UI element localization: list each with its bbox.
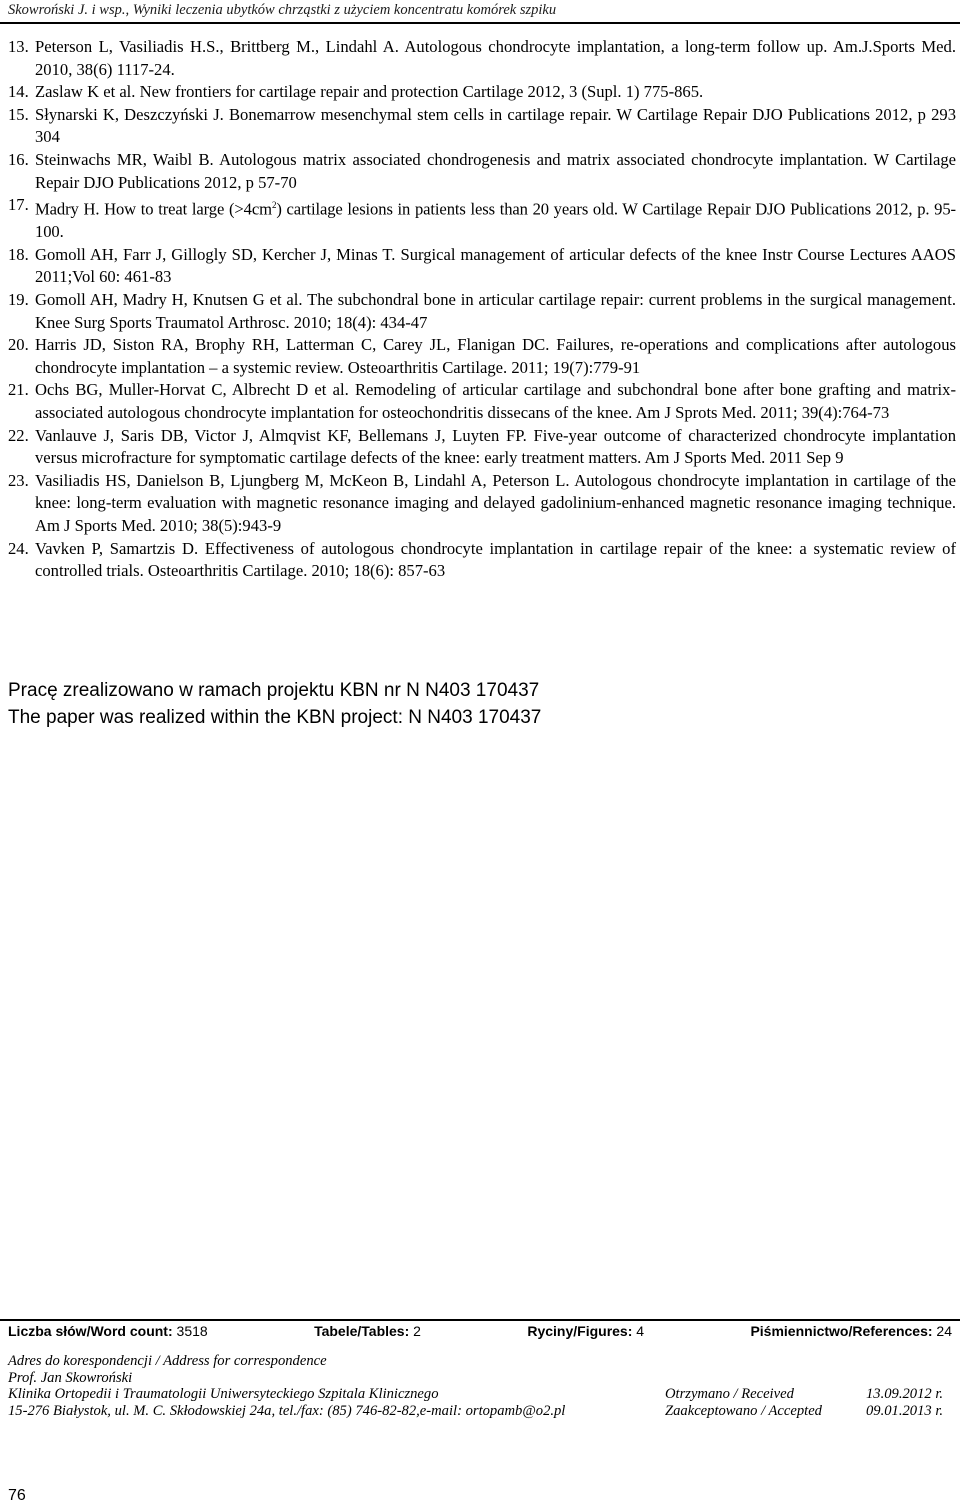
reference-number: 21. (8, 380, 29, 400)
reference-number: 22. (8, 425, 29, 445)
reference-item (8, 244, 956, 289)
figure-count (527, 1323, 644, 1339)
reference-text (35, 194, 956, 244)
page-number: 76 (8, 1487, 26, 1504)
reference-item (8, 289, 956, 334)
word-count-value: 3518 (176, 1323, 208, 1339)
figure-count-label: Ryciny/Figures: (527, 1323, 633, 1339)
reference-item (8, 538, 956, 583)
reference-text-part: ) cartilage lesions in patients less than 20 years old. W Cartilage Repair DJO Publications 2012, p. 95-100. (35, 199, 956, 242)
reference-list (8, 36, 956, 583)
address-institution-line (8, 1386, 952, 1403)
reference-text: Vanlauve J, Saris DB, Victor J, Almqvist KF, Bellemans J, Luyten FP. Five-year outcome of characterized chondrocyte implantation versus microfracture for symptomatic cartilage defects of the knee: early treatment matters. Am J Sports Med. 2011 Sep 9 (35, 425, 956, 468)
reference-text: Gomoll AH, Madry H, Knutsen G et al. The subchondral bone in articular cartilage repair: current problems in the surgical management. Knee Surg Sports Traumatol Arthrosc. 2010; 18(4): 434-47 (35, 290, 956, 332)
reference-text: Harris JD, Siston RA, Brophy RH, Latterman C, Carey JL, Flanigan DC. Failures, re-operations and complications after autologous chondrocyte implantation – a systemic review. Osteoarthritis Cartilage. 2011; 19(7):779-91 (35, 335, 956, 377)
street-address: 15-276 Białystok, ul. M. C. Skłodowskiej 24a, tel./fax: (85) 746-82-82,e-mail: ortopamb@o2.pl (8, 1402, 566, 1419)
institution: Klinika Ortopedii i Traumatologii Uniwersyteckiego Szpitala Klinicznego (8, 1386, 439, 1402)
reference-text: Peterson L, Vasiliadis H.S., Brittberg M., Lindahl A. Autologous chondrocyte implantation, a long-term follow up. Am.J.Sports Med. 2010, 38(6) 1117-24. (35, 37, 956, 79)
footer-divider (0, 1319, 960, 1321)
reference-item (8, 81, 956, 104)
reference-item (8, 379, 956, 424)
superscript: 2 (271, 200, 277, 211)
reference-number: 24. (8, 538, 29, 558)
reference-number: 19. (8, 290, 29, 310)
reference-count-label: Piśmiennictwo/References: (750, 1323, 933, 1339)
article-counts (8, 1323, 952, 1339)
correspondence-block (8, 1353, 952, 1419)
reference-number: 15. (8, 104, 29, 124)
accepted-date: 09.01.2013 r. (866, 1402, 944, 1419)
reference-number: 18. (8, 244, 29, 264)
reference-text: Ochs BG, Muller-Horvat C, Albrecht D et al. Remodeling of articular cartilage and subchondral bone after bone grafting and matrix-associated autologous chondrocyte implantation for osteochondritis dissecans of the knee. Am J Sprots Med. 2011; 39(4):764-73 (35, 380, 956, 423)
reference-count (750, 1323, 952, 1339)
running-header: Skowroński J. i wsp., Wyniki leczenia ubytków chrząstki z użyciem koncentratu komórek szpiku (8, 2, 557, 18)
reference-number: 14. (8, 82, 29, 102)
reference-item (8, 36, 956, 81)
reference-text-part: Madry H. How to treat large (>4cm (35, 199, 272, 219)
reference-number: 20. (8, 335, 29, 355)
funding-note-en: The paper was realized within the KBN project: N N403 170437 (8, 707, 542, 728)
reference-text: Słynarski K, Deszczyński J. Bonemarrow mesenchymal stem cells in cartilage repair. W Cartilage Repair DJO Publications 2012, p 293 304 (35, 104, 956, 147)
figure-count-value: 4 (636, 1323, 645, 1339)
reference-item (8, 470, 956, 538)
table-count-value: 2 (413, 1323, 421, 1339)
table-count (314, 1323, 421, 1339)
reference-text: Steinwachs MR, Waibl B. Autologous matrix associated chondrogenesis and matrix associated chondrocyte implantation. W Cartilage Repair DJO Publications 2012, p 57-70 (35, 149, 956, 192)
reference-item (8, 104, 956, 149)
reference-text: Gomoll AH, Farr J, Gillogly SD, Kercher J, Minas T. Surgical management of articular defects of the knee Instr Course Lectures AAOS 2011;Vol 60: 461-83 (35, 244, 956, 287)
reference-number: 17. (8, 195, 29, 215)
reference-item (8, 425, 956, 470)
address-street-line (8, 1403, 952, 1420)
received-label: Otrzymano / Received (665, 1386, 794, 1402)
table-count-label: Tabele/Tables: (314, 1323, 410, 1339)
word-count-label: Liczba słów/Word count: (8, 1323, 173, 1339)
reference-item (8, 194, 956, 244)
header-divider (0, 22, 960, 24)
reference-text: Vasiliadis HS, Danielson B, Ljungberg M, McKeon B, Lindahl A, Peterson L. Autologous chondrocyte implantation in cartilage of the knee: long-term evaluation with magnetic resonance imaging and delayed gadolinium-enhanced magnetic resonance imaging technique. Am J Sports Med. 2010; 38(5):943-9 (35, 470, 956, 535)
reference-item (8, 149, 956, 194)
author-name: Prof. Jan Skowroński (8, 1369, 133, 1386)
reference-item (8, 334, 956, 379)
accepted-label: Zaakceptowano / Accepted (665, 1402, 822, 1419)
address-heading: Adres do korespondencji / Address for correspondence (8, 1353, 327, 1369)
reference-text: Zaslaw K et al. New frontiers for cartilage repair and protection Cartilage 2012, 3 (Supl. 1) 775-865. (35, 82, 704, 102)
reference-count-value: 24 (936, 1323, 952, 1339)
reference-text: Vavken P, Samartzis D. Effectiveness of autologous chondrocyte implantation in cartilage repair of the knee: a systematic review of controlled trials. Osteoarthritis Cartilage. 2010; 18(6): 857-63 (35, 538, 956, 581)
reference-number: 23. (8, 470, 29, 490)
received-date: 13.09.2012 r. (866, 1386, 944, 1402)
funding-note (8, 677, 541, 731)
reference-number: 13. (8, 37, 29, 56)
word-count (8, 1323, 208, 1339)
funding-note-pl: Pracę zrealizowano w ramach projektu KBN nr N N403 170437 (8, 680, 540, 701)
reference-number: 16. (8, 149, 29, 169)
